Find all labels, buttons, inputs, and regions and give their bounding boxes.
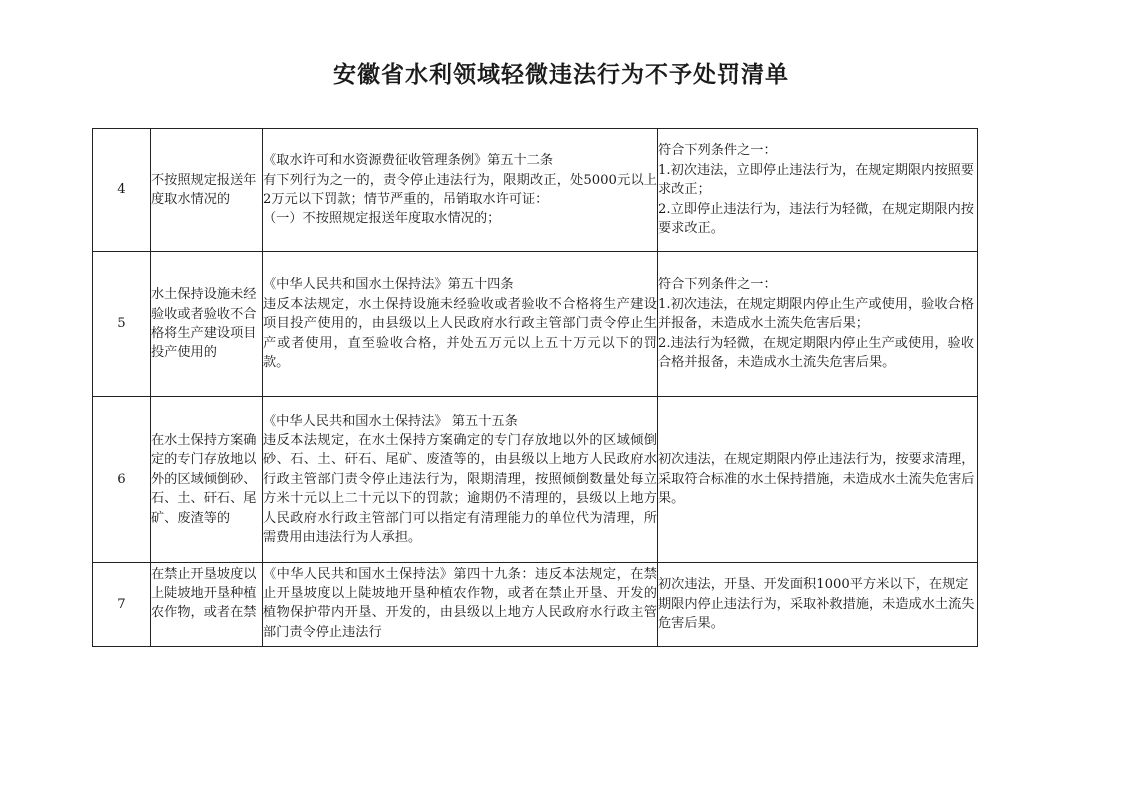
row-number: 5 <box>93 252 151 397</box>
table-row <box>93 563 978 647</box>
exemption-conditions <box>658 563 978 647</box>
legal-basis <box>263 397 658 563</box>
legal-basis-line: 《中华人民共和国水土保持法》第四十九条：违反本法规定，在禁止开垦坡度以上陡坡地开垦种植农作物，或者在禁止开垦、开发的植物保护带内开垦、开发的，由县级以上地方人民政府水行政主管部门责令停止违法行 <box>263 566 657 640</box>
violation-name: 水土保持设施未经验收或者验收不合格将生产建设项目投产使用的 <box>151 252 263 397</box>
condition-line: 初次违法，开垦、开发面积1000平方米以下，在规定期限内停止违法行为，采取补救措施，未造成水土流失危害后果。 <box>658 577 975 632</box>
table-row <box>93 252 978 397</box>
condition-line: 1.初次违法，立即停止违法行为，在规定期限内按照要求改正； <box>658 162 974 198</box>
condition-line: 1.初次违法，在规定期限内停止生产或使用，验收合格并报备，未造成水土流失危害后果； <box>658 296 974 332</box>
legal-basis <box>263 563 658 647</box>
row-number: 7 <box>93 563 151 647</box>
legal-basis-line: 《中华人民共和国水土保持法》第五十四条 <box>263 277 514 293</box>
row-number: 6 <box>93 397 151 563</box>
condition-line: 初次违法，在规定期限内停止违法行为，按要求清理，采取符合标准的水土保持措施，未造成水土流失危害后果。 <box>658 452 975 507</box>
penalty-list-table <box>92 128 978 647</box>
condition-line: 符合下列条件之一： <box>658 277 777 293</box>
legal-basis-line: 违反本法规定，水土保持设施未经验收或者验收不合格将生产建设项目投产使用的，由县级以上人民政府水行政主管部门责令停止生产或者使用，直至验收合格，并处五万元以上五十万元以下的罚款。 <box>263 296 657 371</box>
document-title: 安徽省水利领域轻微违法行为不予处罚清单 <box>333 61 789 88</box>
legal-basis-line: 《中华人民共和国水土保持法》 第五十五条 <box>263 413 518 429</box>
violation-name: 在禁止开垦坡度以上陡坡地开垦种植农作物，或者在禁 <box>151 563 263 647</box>
violation-name: 在水土保持方案确定的专门存放地以外的区域倾倒砂、石、土、矸石、尾矿、废渣等的 <box>151 397 263 563</box>
legal-basis-line: 违反本法规定，在水土保持方案确定的专门存放地以外的区域倾倒砂、石、土、矸石、尾矿、废渣等的，由县级以上地方人民政府水行政主管部门责令停止违法行为，限期清理，按照倾倒数量处每立方米十元以上二十元以下的罚款；逾期仍不清理的，县级以上地方人民政府水行政主管部门可以指定有清理能力的单位代为清理，所需费用由违法行为人承担。 <box>263 432 657 546</box>
table-row <box>93 397 978 563</box>
condition-line: 2.立即停止违法行为，违法行为轻微，在规定期限内按要求改正。 <box>658 201 974 237</box>
row-number: 4 <box>93 129 151 252</box>
legal-basis-line: 有下列行为之一的，责令停止违法行为，限期改正，处5000元以上2万元以下罚款；情节严重的，吊销取水许可证： <box>263 172 657 207</box>
violation-name: 不按照规定报送年度取水情况的 <box>151 129 263 252</box>
legal-basis-line: （一）不按照规定报送年度取水情况的； <box>263 211 501 227</box>
legal-basis <box>263 252 658 397</box>
exemption-conditions <box>658 397 978 563</box>
condition-line: 2.违法行为轻微，在规定期限内停止生产或使用，验收合格并报备，未造成水土流失危害后果。 <box>658 335 974 371</box>
table-row <box>93 129 978 252</box>
legal-basis-line: 《取水许可和水资源费征收管理条例》第五十二条 <box>263 153 554 169</box>
exemption-conditions <box>658 129 978 252</box>
condition-line: 符合下列条件之一： <box>658 143 777 159</box>
legal-basis <box>263 129 658 252</box>
exemption-conditions <box>658 252 978 397</box>
